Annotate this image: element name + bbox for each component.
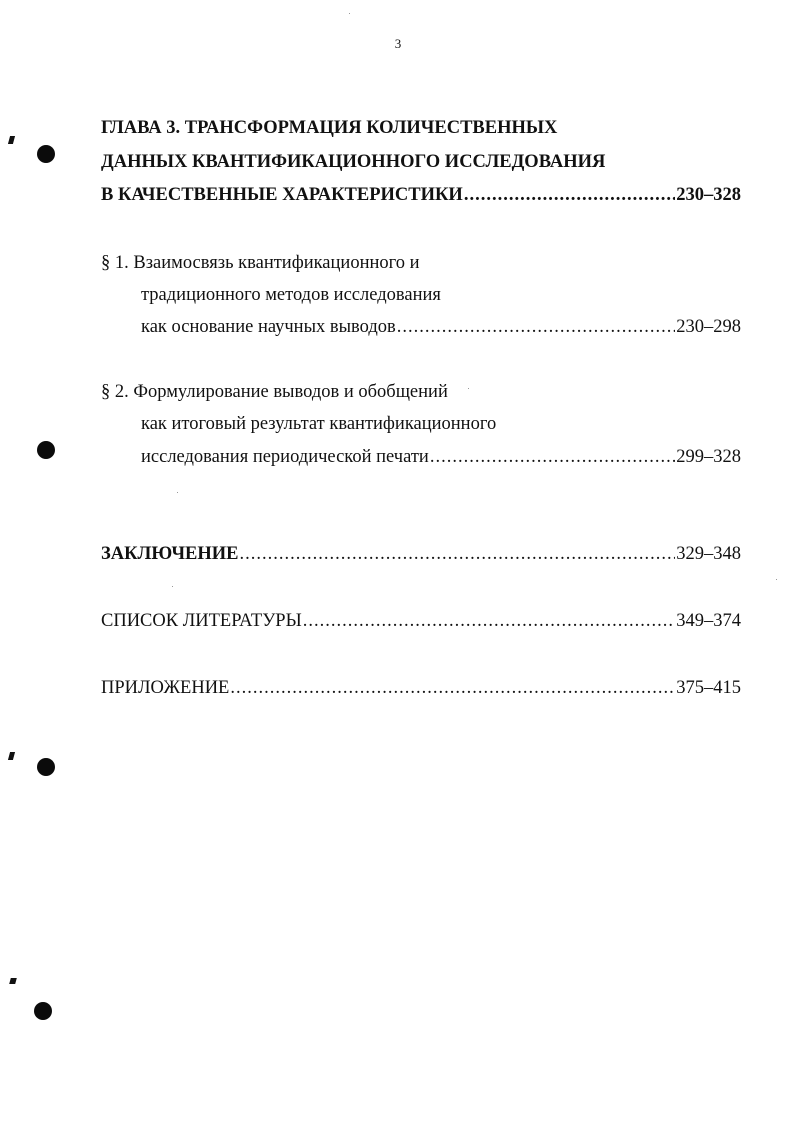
references-pages: 349–374 (676, 611, 741, 631)
chapter-3-title-line-2: ДАННЫХ КВАНТИФИКАЦИОННОГО ИССЛЕДОВАНИЯ (101, 152, 606, 172)
dot-leader (303, 609, 676, 633)
section-2-title-line-1: § 2. Формулирование выводов и обобщений (101, 382, 448, 402)
dot-leader (230, 676, 675, 700)
section-2-pages: 299–328 (676, 447, 741, 467)
references-title: СПИСОК ЛИТЕРАТУРЫ (101, 611, 302, 631)
scan-speck (349, 13, 350, 14)
appendix-title: ПРИЛОЖЕНИЕ (101, 678, 230, 698)
appendix-toc-entry (101, 676, 741, 700)
scan-speck (468, 388, 469, 389)
section-1-title-line-1: § 1. Взаимосвязь квантификационного и (101, 253, 420, 273)
section-1-toc-entry (141, 315, 741, 339)
appendix-pages: 375–415 (676, 678, 741, 698)
dot-leader (430, 445, 675, 469)
punch-hole (37, 145, 55, 163)
chapter-3-pages: 230–328 (676, 185, 741, 205)
scan-mark (9, 978, 17, 984)
punch-hole (37, 441, 55, 459)
references-toc-entry (101, 609, 741, 633)
section-2-title-line-2: как итоговый результат квантификационного (141, 414, 497, 434)
chapter-3-title-line-3: В КАЧЕСТВЕННЫЕ ХАРАКТЕРИСТИКИ (101, 185, 463, 205)
chapter-3-title-line-1: ГЛАВА 3. ТРАНСФОРМАЦИЯ КОЛИЧЕСТВЕННЫХ (101, 118, 558, 138)
section-1-pages: 230–298 (676, 317, 741, 337)
chapter-3-toc-entry (101, 183, 741, 207)
scan-mark (8, 136, 15, 144)
conclusion-title: ЗАКЛЮЧЕНИЕ (101, 544, 239, 564)
scan-speck (177, 492, 178, 493)
scan-speck (776, 579, 777, 580)
conclusion-toc-entry (101, 542, 741, 566)
conclusion-pages: 329–348 (676, 544, 741, 564)
dot-leader (464, 183, 675, 207)
page-number: 3 (394, 36, 402, 51)
section-1-title-line-3: как основание научных выводов (141, 317, 396, 337)
dot-leader (397, 315, 675, 339)
scan-mark (8, 752, 15, 760)
section-1-title-line-2: традиционного методов исследования (141, 285, 441, 305)
dot-leader (240, 542, 676, 566)
section-2-title-line-3: исследования периодической печати (141, 447, 429, 467)
punch-hole (34, 1002, 52, 1020)
section-2-toc-entry (141, 445, 741, 469)
scan-speck (172, 586, 173, 587)
punch-hole (37, 758, 55, 776)
